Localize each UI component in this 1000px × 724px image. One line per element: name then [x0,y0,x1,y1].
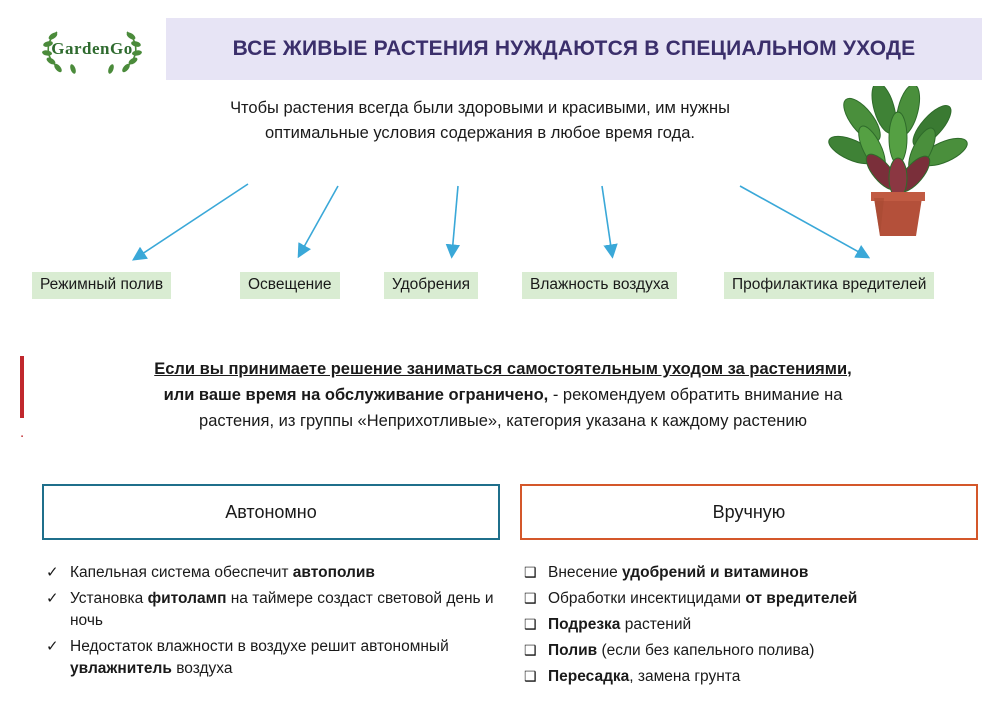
checkbox-icon[interactable]: ❑ [524,668,537,684]
list-item-pre: Обработки инсектицидами [548,590,746,607]
callout-line-2-bold: или ваше время на обслуживание ограничено, [163,386,549,405]
brand-name: GardenGo [51,39,133,58]
list-item [524,666,980,688]
list-item-pre: Установка [70,590,148,607]
checkbox-icon[interactable]: ❑ [524,642,537,658]
list-item [524,614,980,636]
check-icon: ✓ [46,564,59,581]
list-item-text [548,666,980,688]
tag-watering[interactable]: Режимный полив [32,272,171,299]
tag-humidity[interactable]: Влажность воздуха [522,272,677,299]
list-item-post: , замена грунта [629,668,741,685]
list-item [524,588,980,610]
callout-dot: . [20,424,25,441]
callout-line-3: растения, из группы «Неприхотливые», категория указана к каждому растению [199,412,807,431]
column-header-autonomous [42,484,500,540]
callout-accent-bar [20,356,24,418]
list-item-post: на таймере создаст световой день и ночь [70,590,494,629]
list-item-bold: Полив [548,642,598,659]
list-item [46,636,498,680]
list-item-text [548,562,980,584]
list-item-pre: Капельная система обеспечит [70,564,293,581]
tag-fertilizer[interactable]: Удобрения [384,272,478,299]
list-item [524,562,980,584]
potted-plant-photo [822,86,974,246]
page-title: ВСЕ ЖИВЫЕ РАСТЕНИЯ НУЖДАЮТСЯ В СПЕЦИАЛЬНОМ УХОДЕ [232,37,916,60]
header-title-band [166,18,982,80]
list-item-bold: Пересадка [548,668,630,685]
checkbox-icon[interactable]: ❑ [524,590,537,606]
list-item-text [548,614,980,636]
list-item-post: (если без капельного полива) [597,642,815,659]
list-item-bold: от вредителей [745,590,858,607]
callout-line-2-rest: - рекомендуем обратить внимание на [548,386,843,405]
callout-line-1: Если вы принимаете решение заниматься самостоятельным уходом за растениями, [154,360,852,378]
care-tags-row [32,272,982,300]
checkbox-icon[interactable]: ❑ [524,616,537,632]
callout-text [38,356,968,434]
list-item [46,562,498,584]
list-item-text [70,562,498,584]
list-item [46,588,498,632]
list-item-bold: фитоламп [147,590,227,607]
tag-pest-prevention[interactable]: Профилактика вредителей [724,272,934,299]
intro-line-2: оптимальные условия содержания в любое время года. [264,123,696,142]
list-item-post: растений [620,616,692,633]
intro-line-1: Чтобы растения всегда были здоровыми и красивыми, им нужны [230,99,730,117]
list-item-text [548,640,980,662]
list-item-text [70,588,498,632]
list-item-bold: автополив [292,564,375,581]
column-header-manual [520,484,978,540]
column-header-autonomous-label: Автономно [225,501,317,522]
page-header [18,18,982,80]
column-header-manual-label: Вручную [712,501,786,522]
list-item-pre: Внесение [548,564,623,581]
list-item-pre: Недостаток влажности в воздухе решит автономный [70,638,449,655]
list-item-bold: Подрезка [548,616,621,633]
brand-logo [18,18,166,80]
list-item-text [548,588,980,610]
check-icon: ✓ [46,590,59,607]
list-item-bold: увлажнитель [70,660,172,677]
intro-text [150,96,810,146]
list-item [524,640,980,662]
autonomous-list [46,562,498,684]
manual-list [524,562,980,692]
checkbox-icon[interactable]: ❑ [524,564,537,580]
list-item-bold: удобрений и витаминов [622,564,809,581]
list-item-post: воздуха [171,660,233,677]
list-item-text [70,636,498,680]
tag-lighting[interactable]: Освещение [240,272,340,299]
callout-line-2 [38,382,968,408]
check-icon: ✓ [46,638,59,655]
